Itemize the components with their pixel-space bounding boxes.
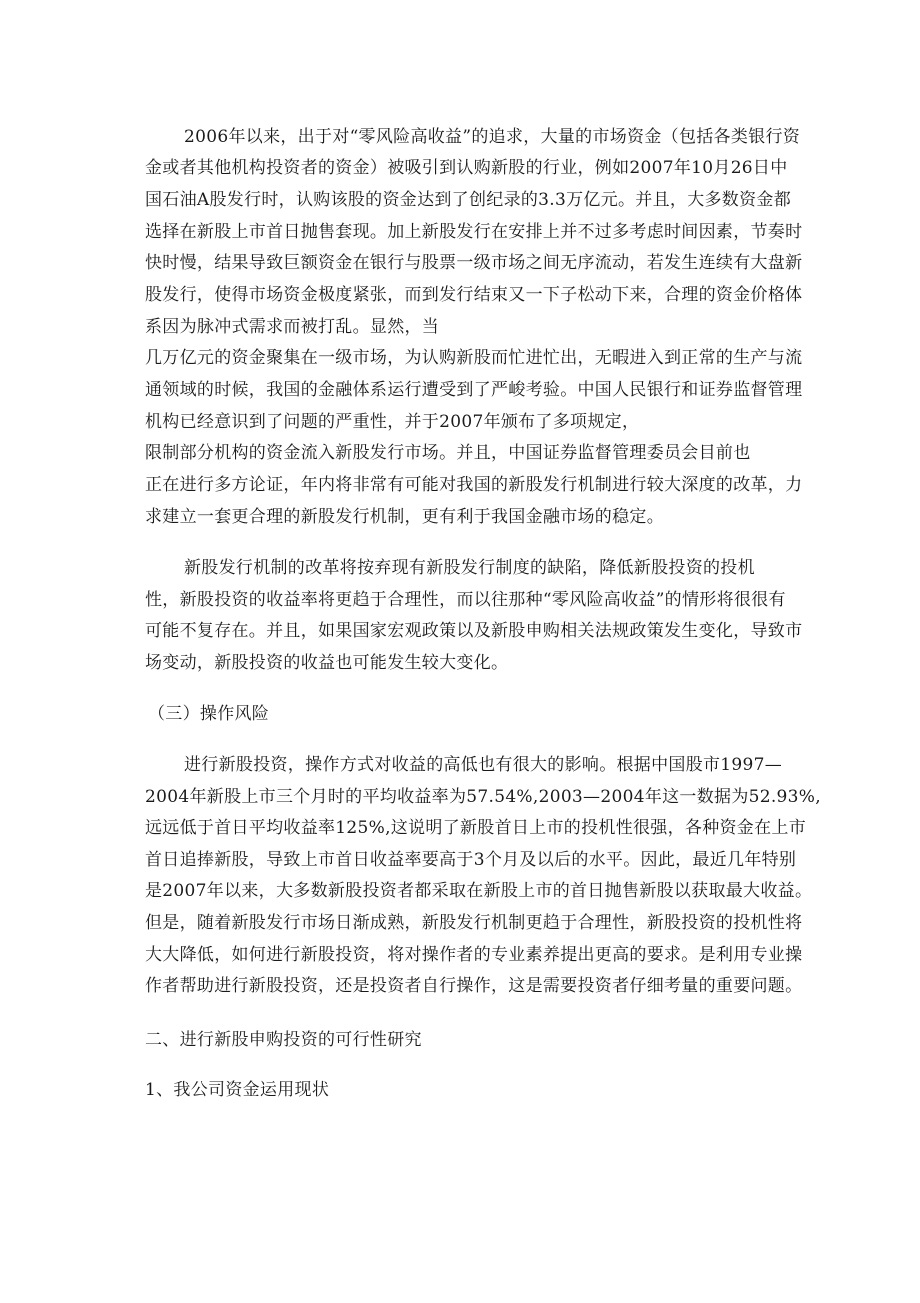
- text-line: 2006年以来，出于对“零风险高收益”的追求，大量的市场资金（包括各类银行资: [184, 127, 801, 147]
- section-heading: （三）操作风险: [148, 704, 270, 724]
- text-line: 选择在新股上市首日抛售套现。加上新股发行在安排上并不过多考虑时间因素，节奏时: [145, 222, 803, 242]
- text-line: 场变动，新股投资的收益也可能发生较大变化。: [145, 653, 509, 673]
- text-line: 远远低于首日平均收益率125%,这说明了新股首日上市的投机性很强，各种资金在上市: [145, 818, 807, 838]
- text-line: 性，新股投资的收益率将更趋于合理性，而以往那种“零风险高收益”的情形将很很有: [145, 590, 786, 610]
- text-line: 大大降低，如何进行新股投资，将对操作者的专业素养提出更高的要求。是利用专业操: [145, 945, 803, 965]
- text-line: 通领域的时候，我国的金融体系运行遭受到了严峻考验。中国人民银行和证券监督管理: [145, 380, 803, 400]
- text-line: 系因为脉冲式需求而被打乱。显然，当: [145, 317, 440, 337]
- text-line: 正在进行多方论证，年内将非常有可能对我国的新股发行机制进行较大深度的改革，力: [145, 475, 803, 495]
- text-line: 是2007年以来，大多数新股投资者都采取在新股上市的首日抛售新股以获取最大收益。: [145, 881, 813, 901]
- text-line: 2004年新股上市三个月时的平均收益率为57.54%,2003—2004年这一数据为52.93%,: [145, 787, 821, 807]
- text-line: 求建立一套更合理的新股发行机制，更有利于我国金融市场的稳定。: [145, 507, 664, 527]
- text-line: 新股发行机制的改革将按弃现有新股发行制度的缺陷，降低新股投资的投机: [184, 558, 755, 578]
- text-line: 作者帮助进行新股投资，还是投资者自行操作，这是需要投资者仔细考量的重要问题。: [145, 976, 803, 996]
- text-line: 快时慢，结果导致巨额资金在银行与股票一级市场之间无序流动，若发生连续有大盘新: [145, 253, 803, 273]
- text-line: 首日追捧新股，导致上市首日收益率要高于3个月及以后的水平。因此，最近几年特别: [145, 850, 797, 870]
- subsection-heading: 1、我公司资金运用现状: [145, 1080, 330, 1100]
- text-line: 金或者其他机构投资者的资金）被吸引到认购新股的行业，例如2007年10月26日中: [145, 158, 788, 178]
- text-line: 限制部分机构的资金流入新股发行市场。并且，中国证券监督管理委员会目前也: [145, 443, 751, 463]
- text-line: 机构已经意识到了问题的严重性，并于2007年颁布了多项规定，: [145, 412, 640, 432]
- section-heading: 二、进行新股申购投资的可行性研究: [145, 1030, 422, 1050]
- text-line: 但是，随着新股发行市场日渐成熟，新股发行机制更趋于合理性，新股投资的投机性将: [145, 913, 803, 933]
- text-line: 国石油A股发行时，认购该股的资金达到了创纪录的3.3万亿元。并且，大多数资金都: [145, 190, 792, 210]
- text-line: 可能不复存在。并且，如果国家宏观政策以及新股申购相关法规政策发生变化，导致市: [145, 621, 803, 641]
- text-line: 几万亿元的资金聚集在一级市场，为认购新股而忙进忙出，无暇进入到正常的生产与流: [145, 348, 803, 368]
- text-line: 股发行，使得市场资金极度紧张，而到发行结束又一下子松动下来，合理的资金价格体: [145, 285, 803, 305]
- text-line: 进行新股投资，操作方式对收益的高低也有很大的影响。根据中国股市1997—: [184, 755, 783, 775]
